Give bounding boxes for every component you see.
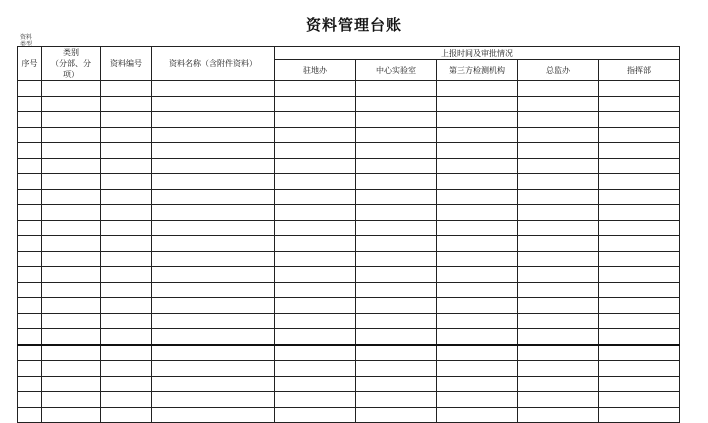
table-cell[interactable] (152, 282, 275, 298)
table-cell[interactable] (518, 127, 599, 143)
table-row (18, 205, 680, 221)
table-cell[interactable] (275, 376, 356, 392)
table-cell[interactable] (599, 361, 680, 377)
table-row (18, 127, 680, 143)
table-cell[interactable] (275, 143, 356, 159)
table-cell[interactable] (18, 298, 42, 314)
table-row (18, 236, 680, 252)
table-cell[interactable] (518, 158, 599, 174)
table-cell[interactable] (42, 407, 101, 423)
table-cell[interactable] (356, 376, 437, 392)
table-cell[interactable] (101, 298, 152, 314)
table-cell[interactable] (152, 251, 275, 267)
table-cell[interactable] (437, 127, 518, 143)
table-cell[interactable] (42, 376, 101, 392)
header-central-lab: 中心实验室 (356, 60, 437, 81)
table-cell[interactable] (356, 127, 437, 143)
table-cell[interactable] (356, 407, 437, 423)
table-cell[interactable] (518, 205, 599, 221)
table-cell[interactable] (599, 112, 680, 128)
table-cell[interactable] (518, 189, 599, 205)
table-cell[interactable] (101, 329, 152, 345)
table-cell[interactable] (101, 345, 152, 361)
table-cell[interactable] (518, 392, 599, 408)
table-cell[interactable] (18, 251, 42, 267)
table-cell[interactable] (275, 361, 356, 377)
table-cell[interactable] (152, 81, 275, 97)
table-cell[interactable] (275, 282, 356, 298)
table-cell[interactable] (599, 392, 680, 408)
table-cell[interactable] (18, 189, 42, 205)
table-cell[interactable] (437, 96, 518, 112)
corner-note: 资料 类型 (20, 34, 33, 48)
table-cell[interactable] (275, 174, 356, 190)
table-cell[interactable] (518, 361, 599, 377)
table-cell[interactable] (101, 407, 152, 423)
table-cell[interactable] (437, 329, 518, 345)
table-cell[interactable] (437, 345, 518, 361)
table-cell[interactable] (275, 345, 356, 361)
table-cell[interactable] (275, 220, 356, 236)
document-title: 资料管理台账 (305, 16, 402, 34)
table-cell[interactable] (275, 81, 356, 97)
table-cell[interactable] (152, 174, 275, 190)
table-cell[interactable] (437, 361, 518, 377)
table-cell[interactable] (599, 220, 680, 236)
table-cell[interactable] (152, 376, 275, 392)
header-chief-supervisor: 总监办 (518, 60, 599, 81)
table-row (18, 112, 680, 128)
table-cell[interactable] (356, 392, 437, 408)
table-cell[interactable] (599, 298, 680, 314)
table-cell[interactable] (275, 189, 356, 205)
table-cell[interactable] (437, 174, 518, 190)
table-cell[interactable] (518, 282, 599, 298)
table-cell[interactable] (101, 158, 152, 174)
table-row (18, 96, 680, 112)
header-name: 资料名称（含附件资料） (152, 47, 275, 81)
table-cell[interactable] (18, 313, 42, 329)
table-cell[interactable] (518, 143, 599, 159)
table-cell[interactable] (42, 251, 101, 267)
table-cell[interactable] (42, 282, 101, 298)
table-row (18, 282, 680, 298)
table-cell[interactable] (18, 127, 42, 143)
table-cell[interactable] (437, 407, 518, 423)
table-cell[interactable] (356, 345, 437, 361)
table-cell[interactable] (18, 143, 42, 159)
table-cell[interactable] (599, 345, 680, 361)
table-row (18, 251, 680, 267)
table-cell[interactable] (275, 236, 356, 252)
table-cell[interactable] (152, 267, 275, 283)
table-cell[interactable] (437, 81, 518, 97)
table-cell[interactable] (101, 376, 152, 392)
table-cell[interactable] (18, 112, 42, 128)
header-code: 资料编号 (101, 47, 152, 81)
table-row (18, 329, 680, 345)
table-cell[interactable] (275, 329, 356, 345)
table-cell[interactable] (356, 361, 437, 377)
table-cell[interactable] (18, 158, 42, 174)
table-cell[interactable] (599, 174, 680, 190)
ledger-body (18, 81, 680, 423)
table-cell[interactable] (18, 345, 42, 361)
table-cell[interactable] (18, 205, 42, 221)
table-cell[interactable] (42, 112, 101, 128)
table-cell[interactable] (152, 96, 275, 112)
table-row (18, 345, 680, 361)
table-cell[interactable] (42, 143, 101, 159)
table-cell[interactable] (599, 407, 680, 423)
table-cell[interactable] (101, 267, 152, 283)
table-cell[interactable] (437, 236, 518, 252)
table-cell[interactable] (437, 112, 518, 128)
table-cell[interactable] (42, 313, 101, 329)
table-cell[interactable] (599, 267, 680, 283)
table-cell[interactable] (18, 81, 42, 97)
header-seq: 序号 (18, 47, 42, 81)
table-cell[interactable] (152, 112, 275, 128)
table-cell[interactable] (275, 205, 356, 221)
table-cell[interactable] (42, 236, 101, 252)
table-row (18, 143, 680, 159)
table-cell[interactable] (18, 392, 42, 408)
table-cell[interactable] (356, 267, 437, 283)
table-cell[interactable] (152, 236, 275, 252)
table-cell[interactable] (152, 392, 275, 408)
table-row (18, 407, 680, 423)
table-cell[interactable] (42, 158, 101, 174)
table-cell[interactable] (275, 127, 356, 143)
table-cell[interactable] (152, 329, 275, 345)
table-cell[interactable] (437, 143, 518, 159)
table-cell[interactable] (18, 96, 42, 112)
header-third-party-lab: 第三方检测机构 (437, 60, 518, 81)
table-cell[interactable] (101, 174, 152, 190)
table-cell[interactable] (101, 96, 152, 112)
table-cell[interactable] (275, 158, 356, 174)
table-cell[interactable] (437, 205, 518, 221)
table-cell[interactable] (42, 205, 101, 221)
table-cell[interactable] (42, 329, 101, 345)
table-cell[interactable] (518, 267, 599, 283)
table-cell[interactable] (101, 282, 152, 298)
table-cell[interactable] (152, 158, 275, 174)
table-cell[interactable] (101, 81, 152, 97)
table-cell[interactable] (18, 407, 42, 423)
table-cell[interactable] (518, 220, 599, 236)
table-cell[interactable] (356, 143, 437, 159)
header-resident-office: 驻地办 (275, 60, 356, 81)
table-cell[interactable] (518, 313, 599, 329)
table-cell[interactable] (101, 127, 152, 143)
table-cell[interactable] (518, 236, 599, 252)
table-row (18, 392, 680, 408)
table-cell[interactable] (42, 96, 101, 112)
table-cell[interactable] (599, 189, 680, 205)
table-cell[interactable] (518, 345, 599, 361)
table-cell[interactable] (518, 329, 599, 345)
table-cell[interactable] (356, 282, 437, 298)
table-cell[interactable] (518, 81, 599, 97)
table-cell[interactable] (101, 143, 152, 159)
table-cell[interactable] (42, 345, 101, 361)
table-cell[interactable] (152, 298, 275, 314)
table-row (18, 189, 680, 205)
table-cell[interactable] (18, 236, 42, 252)
table-cell[interactable] (42, 174, 101, 190)
table-cell[interactable] (101, 392, 152, 408)
table-cell[interactable] (101, 220, 152, 236)
table-cell[interactable] (356, 329, 437, 345)
table-cell[interactable] (437, 267, 518, 283)
table-cell[interactable] (437, 376, 518, 392)
table-cell[interactable] (599, 313, 680, 329)
table-cell[interactable] (152, 313, 275, 329)
table-cell[interactable] (599, 143, 680, 159)
table-cell[interactable] (101, 205, 152, 221)
table-cell[interactable] (356, 189, 437, 205)
header-category: 类别 （分部、分 项） (42, 47, 101, 81)
table-cell[interactable] (101, 189, 152, 205)
table-cell[interactable] (437, 392, 518, 408)
table-cell[interactable] (356, 158, 437, 174)
table-cell[interactable] (518, 112, 599, 128)
table-cell[interactable] (356, 236, 437, 252)
table-cell[interactable] (152, 345, 275, 361)
table-cell[interactable] (275, 112, 356, 128)
table-cell[interactable] (42, 127, 101, 143)
table-cell[interactable] (599, 329, 680, 345)
table-cell[interactable] (18, 267, 42, 283)
table-cell[interactable] (518, 376, 599, 392)
table-cell[interactable] (599, 81, 680, 97)
table-cell[interactable] (356, 313, 437, 329)
table-cell[interactable] (356, 174, 437, 190)
table-cell[interactable] (599, 205, 680, 221)
table-cell[interactable] (18, 282, 42, 298)
table-row (18, 81, 680, 97)
table-cell[interactable] (599, 282, 680, 298)
header-approval-group: 上报时间及审批情况 (275, 47, 680, 60)
table-cell[interactable] (42, 189, 101, 205)
table-cell[interactable] (275, 251, 356, 267)
table-cell[interactable] (356, 205, 437, 221)
table-cell[interactable] (356, 298, 437, 314)
table-cell[interactable] (275, 313, 356, 329)
table-cell[interactable] (599, 236, 680, 252)
table-cell[interactable] (101, 313, 152, 329)
table-row (18, 298, 680, 314)
table-cell[interactable] (275, 267, 356, 283)
table-cell[interactable] (42, 298, 101, 314)
table-cell[interactable] (437, 220, 518, 236)
header-headquarters: 指挥部 (599, 60, 680, 81)
table-cell[interactable] (437, 158, 518, 174)
table-cell[interactable] (518, 298, 599, 314)
table-cell[interactable] (275, 96, 356, 112)
table-cell[interactable] (599, 127, 680, 143)
table-cell[interactable] (599, 158, 680, 174)
table-cell[interactable] (42, 220, 101, 236)
table-cell[interactable] (152, 205, 275, 221)
table-cell[interactable] (42, 392, 101, 408)
table-cell[interactable] (18, 174, 42, 190)
table-row (18, 158, 680, 174)
table-cell[interactable] (18, 361, 42, 377)
table-cell[interactable] (18, 329, 42, 345)
table-cell[interactable] (101, 112, 152, 128)
table-cell[interactable] (518, 96, 599, 112)
table-cell[interactable] (437, 189, 518, 205)
table-cell[interactable] (101, 251, 152, 267)
table-cell[interactable] (275, 298, 356, 314)
table-row (18, 361, 680, 377)
table-cell[interactable] (356, 251, 437, 267)
table-cell[interactable] (437, 282, 518, 298)
table-cell[interactable] (518, 251, 599, 267)
table-cell[interactable] (599, 96, 680, 112)
table-cell[interactable] (356, 112, 437, 128)
table-cell[interactable] (275, 407, 356, 423)
table-cell[interactable] (42, 361, 101, 377)
table-cell[interactable] (356, 220, 437, 236)
table-cell[interactable] (42, 267, 101, 283)
table-cell[interactable] (152, 361, 275, 377)
ledger-table (17, 46, 680, 423)
table-cell[interactable] (42, 81, 101, 97)
table-row (18, 376, 680, 392)
table-cell[interactable] (437, 313, 518, 329)
table-cell[interactable] (18, 220, 42, 236)
table-cell[interactable] (599, 251, 680, 267)
table-cell[interactable] (356, 96, 437, 112)
table-cell[interactable] (18, 376, 42, 392)
table-cell[interactable] (518, 407, 599, 423)
table-cell[interactable] (599, 376, 680, 392)
table-cell[interactable] (152, 143, 275, 159)
table-row (18, 267, 680, 283)
table-cell[interactable] (152, 407, 275, 423)
table-cell[interactable] (152, 189, 275, 205)
table-cell[interactable] (518, 174, 599, 190)
table-cell[interactable] (437, 251, 518, 267)
table-row (18, 313, 680, 329)
table-row (18, 174, 680, 190)
table-cell[interactable] (152, 220, 275, 236)
table-cell[interactable] (356, 81, 437, 97)
table-cell[interactable] (152, 127, 275, 143)
table-cell[interactable] (101, 361, 152, 377)
table-cell[interactable] (437, 298, 518, 314)
table-cell[interactable] (275, 392, 356, 408)
table-row (18, 220, 680, 236)
table-cell[interactable] (101, 236, 152, 252)
